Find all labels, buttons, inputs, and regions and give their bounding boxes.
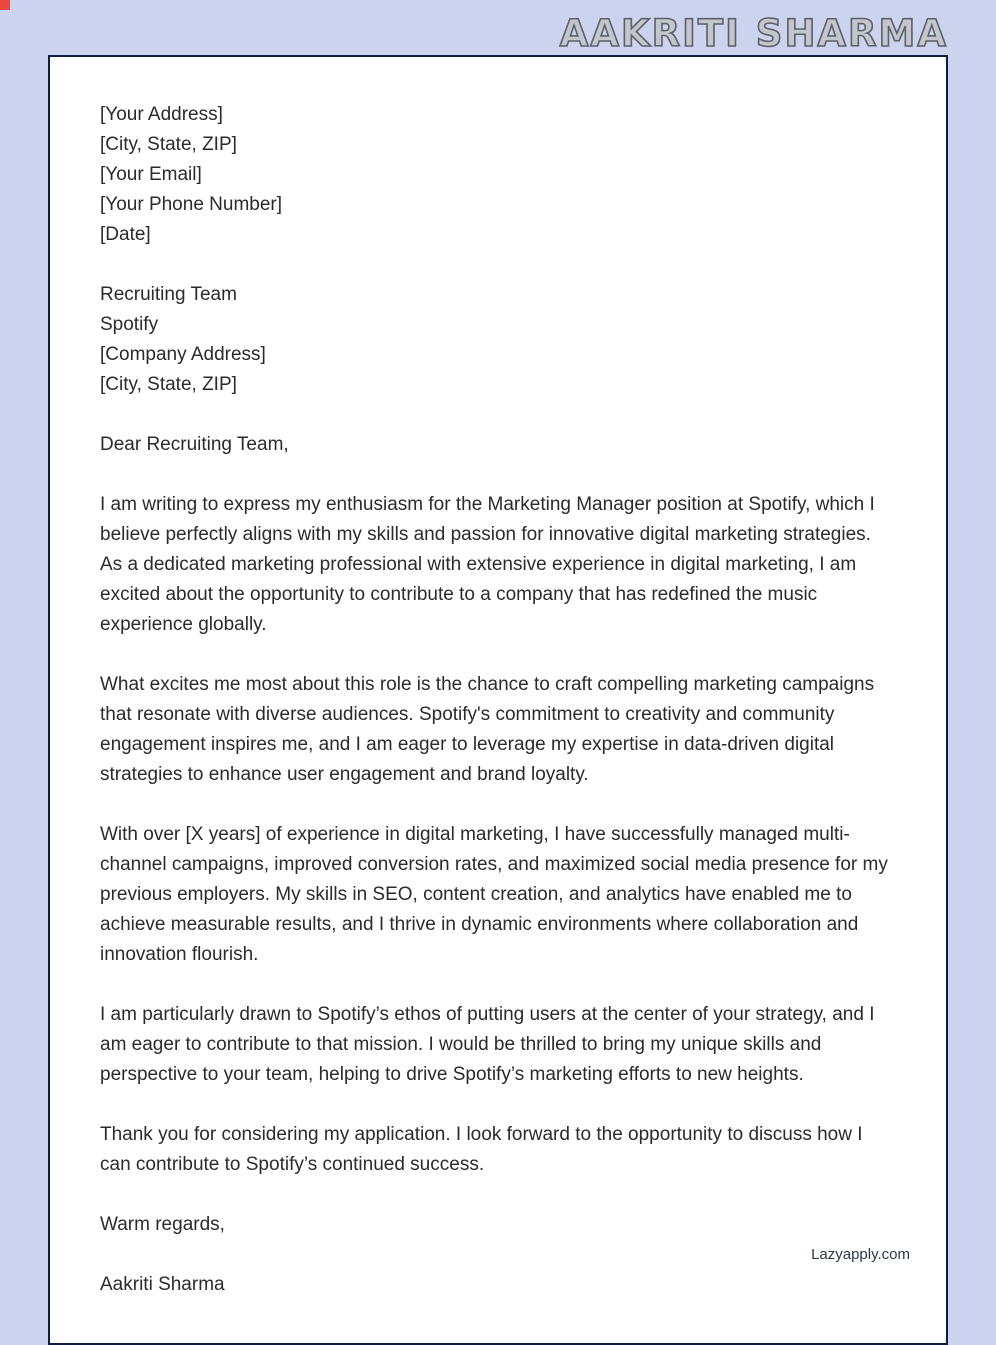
body-paragraph: With over [X years] of experience in digital marketing, I have successfully managed multi-channel campaigns, improved conversion rates, and maximized social media presence for my previous employers. My skills in SEO, content creation, and analytics have enabled me to achieve measurable results, and I thrive in dynamic environments where collaboration and innovation flourish. <box>100 824 888 965</box>
sender-address-line: [Your Email] <box>100 164 202 185</box>
recipient-line: Spotify <box>100 314 159 335</box>
body-paragraph: I am writing to express my enthusiasm for the Marketing Manager position at Spotify, which I believe perfectly aligns with my skills and passion for innovative digital marketing strategies. As a dedicated marketing professional with extensive experience in digital marketing, I am excited about the opportunity to contribute to a company that has redefined the music experience globally. <box>100 494 875 635</box>
recipient-address-block <box>100 280 896 400</box>
sender-date-line: [Date] <box>100 224 151 245</box>
sender-address-line: [Your Phone Number] <box>100 194 283 215</box>
closing: Warm regards, <box>100 1214 225 1235</box>
sender-address-line: [Your Address] <box>100 104 223 125</box>
salutation: Dear Recruiting Team, <box>100 434 289 455</box>
recipient-line: [City, State, ZIP] <box>100 374 237 395</box>
body-paragraph: Thank you for considering my application. I look forward to the opportunity to discuss how I can contribute to Spotify’s continued success. <box>100 1124 863 1175</box>
body-paragraph: I am particularly drawn to Spotify’s ethos of putting users at the center of your strategy, and I am eager to contribute to that mission. I would be thrilled to bring my unique skills and perspective to your team, helping to drive Spotify’s marketing efforts to new heights. <box>100 1004 875 1085</box>
watermark-brand: Lazyapply.com <box>811 1246 910 1263</box>
sender-address-line: [City, State, ZIP] <box>100 134 237 155</box>
signature: Aakriti Sharma <box>100 1274 225 1295</box>
corner-marker <box>0 0 10 10</box>
page-title: AAKRITI SHARMA <box>559 12 948 55</box>
recipient-line: Recruiting Team <box>100 284 237 305</box>
sender-address-block <box>100 100 896 250</box>
letter-page <box>48 55 948 1345</box>
recipient-line: [Company Address] <box>100 344 266 365</box>
body-paragraph: What excites me most about this role is the chance to craft compelling marketing campaigns that resonate with diverse audiences. Spotify's commitment to creativity and community engagement inspires me, and I am eager to leverage my expertise in data-driven digital strategies to enhance user engagement and brand loyalty. <box>100 674 875 785</box>
